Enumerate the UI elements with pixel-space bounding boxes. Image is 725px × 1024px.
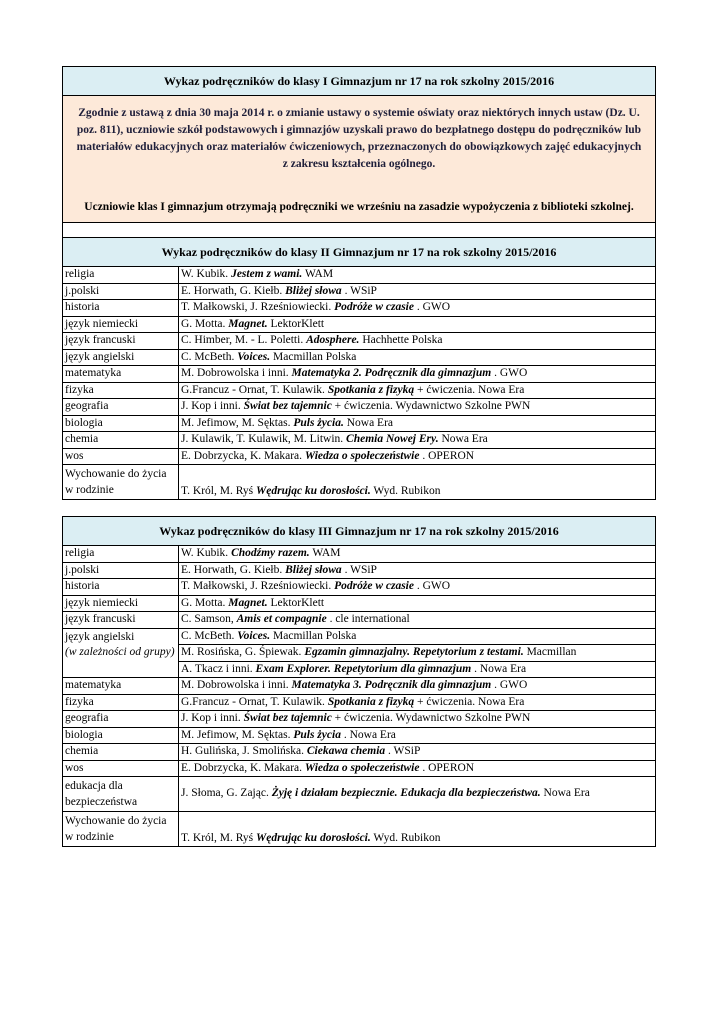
- book-publisher: . WSiP: [341, 284, 377, 297]
- textbook-cell: [179, 283, 656, 300]
- table-row: [63, 283, 655, 300]
- book-authors: T. Król, M. Ryś: [181, 831, 257, 844]
- book-authors: G.Francuz - Ornat, T. Kulawik.: [181, 695, 328, 708]
- free-textbooks-notice: [63, 96, 655, 223]
- textbook-cell: [179, 678, 656, 695]
- table-row: [63, 382, 655, 399]
- class-3-section: [62, 516, 656, 847]
- table-row: [63, 744, 655, 761]
- book-authors: W. Kubik.: [181, 268, 232, 280]
- table-row: [63, 562, 655, 579]
- book-authors: J. Kop i inni.: [181, 712, 244, 724]
- subject-cell: biologia: [63, 727, 179, 744]
- book-publisher: . GWO: [491, 679, 528, 691]
- book-publisher: Hachhette Polska: [359, 334, 443, 346]
- book-publisher: Wyd. Rubikon: [370, 484, 441, 497]
- textbook-cell: [179, 465, 656, 500]
- table-row: [63, 612, 655, 629]
- book-title: Magnet.: [228, 317, 268, 330]
- table-row: [63, 432, 655, 449]
- book-title: Podróże w czasie: [334, 580, 414, 592]
- book-title: Wędrując ku dorosłości.: [256, 831, 371, 844]
- class-3-table: [63, 546, 655, 846]
- class-1-title: Wykaz podręczników do klasy I Gimnazjum nr 17 na rok szkolny 2015/2016: [63, 67, 655, 96]
- subject-cell: język niemiecki: [63, 595, 179, 612]
- book-publisher: Nowa Era: [438, 433, 488, 445]
- class-3-title: Wykaz podręczników do klasy III Gimnazjum nr 17 na rok szkolny 2015/2016: [63, 517, 655, 546]
- subject-cell: biologia: [63, 415, 179, 432]
- book-authors: M. Dobrowolska i inni.: [181, 367, 292, 379]
- book-publisher: Macmillan Polska: [270, 350, 357, 363]
- book-title: Amis et compagnie: [236, 613, 327, 625]
- subject-cell: język niemiecki: [63, 316, 179, 333]
- subject-cell: religia: [63, 267, 179, 283]
- table-row: [63, 316, 655, 333]
- book-publisher: Macmillan: [523, 646, 577, 658]
- textbook-cell: [179, 777, 656, 812]
- book-publisher: . cle international: [326, 613, 410, 625]
- book-title: Spotkania z fizyką: [327, 383, 415, 396]
- book-authors: C. Samson,: [181, 613, 237, 625]
- book-authors: M. Jefimow, M. Sęktas.: [181, 416, 294, 429]
- book-authors: J. Słoma, G. Zając.: [181, 787, 272, 800]
- textbook-cell: [179, 760, 656, 777]
- subject-cell: matematyka: [63, 366, 179, 383]
- book-publisher: LektorKlett: [267, 317, 325, 330]
- book-authors: M. Rosińska, G. Śpiewak.: [181, 646, 305, 658]
- book-title: Puls życia: [293, 728, 341, 741]
- table-row: [63, 595, 655, 612]
- book-publisher: Nowa Era: [540, 787, 590, 800]
- textbook-cell: [179, 366, 656, 383]
- book-title: Chodźmy razem.: [231, 547, 310, 559]
- book-authors: H. Gulińska, J. Smolińska.: [181, 745, 307, 757]
- textbook-cell: [179, 579, 656, 596]
- book-authors: C. McBeth.: [181, 629, 238, 642]
- class-2-title: Wykaz podręczników do klasy II Gimnazjum nr 17 na rok szkolny 2015/2016: [63, 238, 655, 267]
- book-title: Matematyka 3. Podręcznik dla gimnazjum: [291, 679, 492, 691]
- book-title: Świat bez tajemnic: [243, 400, 332, 412]
- subject-cell: Wychowanie do życia w rodzinie: [63, 812, 179, 847]
- subject-cell: religia: [63, 546, 179, 562]
- book-publisher: Nowa Era: [343, 416, 394, 429]
- table-row: [63, 448, 655, 465]
- textbook-cell: [179, 645, 656, 662]
- book-authors: M. Jefimow, M. Sęktas.: [181, 728, 294, 741]
- table-row: [63, 546, 655, 562]
- class-2-table: [63, 267, 655, 499]
- book-publisher: Macmillan Polska: [270, 629, 357, 642]
- book-authors: J. Kop i inni.: [181, 400, 244, 412]
- book-authors: T. Małkowski, J. Rześniowiecki.: [181, 301, 335, 313]
- textbook-cell: [179, 612, 656, 629]
- subject-cell: j.polski: [63, 562, 179, 579]
- subject-cell: edukacja dla bezpieczeństwa: [63, 777, 179, 812]
- textbook-cell: [179, 694, 656, 711]
- table-row: [63, 727, 655, 744]
- table-row: [63, 399, 655, 416]
- textbook-cell: [179, 382, 656, 399]
- subject-cell: chemia: [63, 432, 179, 449]
- book-publisher: + ćwiczenia. Nowa Era: [414, 383, 525, 396]
- book-title: Exam Explorer. Repetytorium dla gimnazjum: [255, 662, 472, 675]
- book-authors: T. Małkowski, J. Rześniowiecki.: [181, 580, 335, 592]
- book-authors: G.Francuz - Ornat, T. Kulawik.: [181, 383, 328, 396]
- textbook-cell: [179, 349, 656, 366]
- subject-cell: wos: [63, 760, 179, 777]
- book-publisher: Wyd. Rubikon: [370, 831, 441, 844]
- book-title: Bliżej słowa: [285, 284, 342, 297]
- subject-cell: historia: [63, 579, 179, 596]
- book-title: Egzamin gimnazjalny. Repetytorium z testami.: [304, 646, 524, 658]
- subject-cell: język francuski: [63, 612, 179, 629]
- book-authors: G. Motta.: [181, 596, 229, 609]
- subject-cell: geografia: [63, 399, 179, 416]
- book-title: Świat bez tajemnic: [243, 712, 332, 724]
- book-publisher: + ćwiczenia. Nowa Era: [414, 695, 525, 708]
- book-publisher: . Nowa Era: [471, 662, 527, 675]
- subject-cell: Wychowanie do życia w rodzinie: [63, 465, 179, 500]
- subject-cell: fizyka: [63, 382, 179, 399]
- class-1-section: [62, 66, 656, 500]
- textbook-cell: [179, 744, 656, 761]
- book-title: Wiedza o społeczeństwie: [304, 761, 420, 774]
- textbook-cell: [179, 333, 656, 350]
- textbook-cell: [179, 711, 656, 728]
- book-title: Adosphere.: [306, 334, 360, 346]
- textbook-cell: [179, 399, 656, 416]
- subject-cell: fizyka: [63, 694, 179, 711]
- textbook-cell: [179, 595, 656, 612]
- table-row: [63, 760, 655, 777]
- textbook-cell: [179, 661, 656, 678]
- book-authors: E. Dobrzycka, K. Makara.: [181, 449, 305, 462]
- subject-cell: historia: [63, 300, 179, 317]
- book-publisher: . Nowa Era: [340, 728, 396, 741]
- book-publisher: . WSiP: [341, 563, 377, 576]
- notice-lending: Uczniowie klas I gimnazjum otrzymają podręczniki we wrześniu na zasadzie wypożyczenia z biblioteki szkolnej.: [84, 201, 634, 213]
- book-title: Puls życia.: [293, 416, 344, 429]
- book-authors: W. Kubik.: [181, 547, 232, 559]
- textbook-cell: [179, 727, 656, 744]
- book-title: Magnet.: [228, 596, 268, 609]
- subject-cell: j.polski: [63, 283, 179, 300]
- book-title: Spotkania z fizyką: [327, 695, 415, 708]
- book-authors: G. Motta.: [181, 317, 229, 330]
- book-publisher: . OPERON: [419, 449, 475, 462]
- book-title: Podróże w czasie: [334, 301, 414, 313]
- table-row: [63, 366, 655, 383]
- book-authors: J. Kulawik, T. Kulawik, M. Litwin.: [181, 433, 347, 445]
- table-row: [63, 694, 655, 711]
- book-authors: E. Horwath, G. Kiełb.: [181, 563, 286, 576]
- book-authors: C. Himber, M. - L. Poletti.: [181, 334, 307, 346]
- table-row: [63, 628, 655, 645]
- subject-name: język angielski: [65, 630, 135, 643]
- book-authors: C. McBeth.: [181, 350, 238, 363]
- book-title: Chemia Nowej Ery.: [346, 433, 439, 445]
- textbook-cell: [179, 812, 656, 847]
- subject-cell: język angielski: [63, 349, 179, 366]
- textbook-cell: [179, 415, 656, 432]
- book-publisher: WAM: [302, 268, 334, 280]
- book-publisher: . GWO: [413, 301, 451, 313]
- book-authors: T. Król, M. Ryś: [181, 484, 257, 497]
- document-page: [62, 66, 656, 847]
- notice-paragraph: Zgodnie z ustawą z dnia 30 maja 2014 r. o zmianie ustawy o systemie oświaty oraz niektórych innych ustaw (Dz. U. poz. 811), uczniowie szkół podstawowych i gimnazjów uzyskali prawo do bezpłatnego dostępu do podręczników lub materiałów edukacyjnych oraz materiałów ćwiczeniowych, przeznaczonych do obowiązkowych zajęć edukacyjnych z zakresu kształcenia ogólnego.: [76, 107, 642, 170]
- book-title: Voices.: [237, 629, 271, 642]
- subject-cell: [63, 628, 179, 678]
- subject-cell: matematyka: [63, 678, 179, 695]
- book-title: Wiedza o społeczeństwie: [304, 449, 420, 462]
- table-row: [63, 349, 655, 366]
- table-row: [63, 711, 655, 728]
- table-row: [63, 465, 655, 500]
- book-publisher: + ćwiczenia. Wydawnictwo Szkolne PWN: [331, 400, 531, 412]
- book-authors: E. Dobrzycka, K. Makara.: [181, 761, 305, 774]
- book-title: Jestem z wami.: [231, 268, 303, 280]
- book-title: Matematyka 2. Podręcznik dla gimnazjum: [291, 367, 492, 379]
- book-authors: M. Dobrowolska i inni.: [181, 679, 292, 691]
- book-publisher: WAM: [309, 547, 341, 559]
- book-publisher: . GWO: [413, 580, 451, 592]
- textbook-cell: [179, 300, 656, 317]
- table-row: [63, 579, 655, 596]
- textbook-cell: [179, 448, 656, 465]
- subject-cell: chemia: [63, 744, 179, 761]
- book-title: Bliżej słowa: [285, 563, 342, 576]
- book-title: Żyję i działam bezpiecznie. Edukacja dla bezpieczeństwa.: [271, 787, 541, 800]
- textbook-cell: [179, 546, 656, 562]
- table-row: [63, 812, 655, 847]
- book-publisher: + ćwiczenia. Wydawnictwo Szkolne PWN: [331, 712, 531, 724]
- table-row: [63, 300, 655, 317]
- textbook-cell: [179, 432, 656, 449]
- table-row: [63, 678, 655, 695]
- subject-cell: wos: [63, 448, 179, 465]
- book-publisher: . WSiP: [385, 745, 421, 757]
- book-title: Ciekawa chemia: [306, 745, 386, 757]
- subject-note: (w zależności od grupy): [65, 645, 175, 658]
- book-publisher: LektorKlett: [267, 596, 325, 609]
- textbook-cell: [179, 267, 656, 283]
- table-row: [63, 415, 655, 432]
- textbook-cell: [179, 562, 656, 579]
- subject-cell: język francuski: [63, 333, 179, 350]
- table-row: [63, 333, 655, 350]
- book-publisher: . GWO: [491, 367, 528, 379]
- book-authors: A. Tkacz i inni.: [181, 662, 256, 675]
- textbook-cell: [179, 628, 656, 645]
- textbook-cell: [179, 316, 656, 333]
- book-publisher: . OPERON: [419, 761, 475, 774]
- section-spacer: [63, 223, 655, 238]
- subject-cell: geografia: [63, 711, 179, 728]
- book-authors: E. Horwath, G. Kiełb.: [181, 284, 286, 297]
- book-title: Voices.: [237, 350, 271, 363]
- table-row: [63, 267, 655, 283]
- book-title: Wędrując ku dorosłości.: [256, 484, 371, 497]
- table-row: [63, 777, 655, 812]
